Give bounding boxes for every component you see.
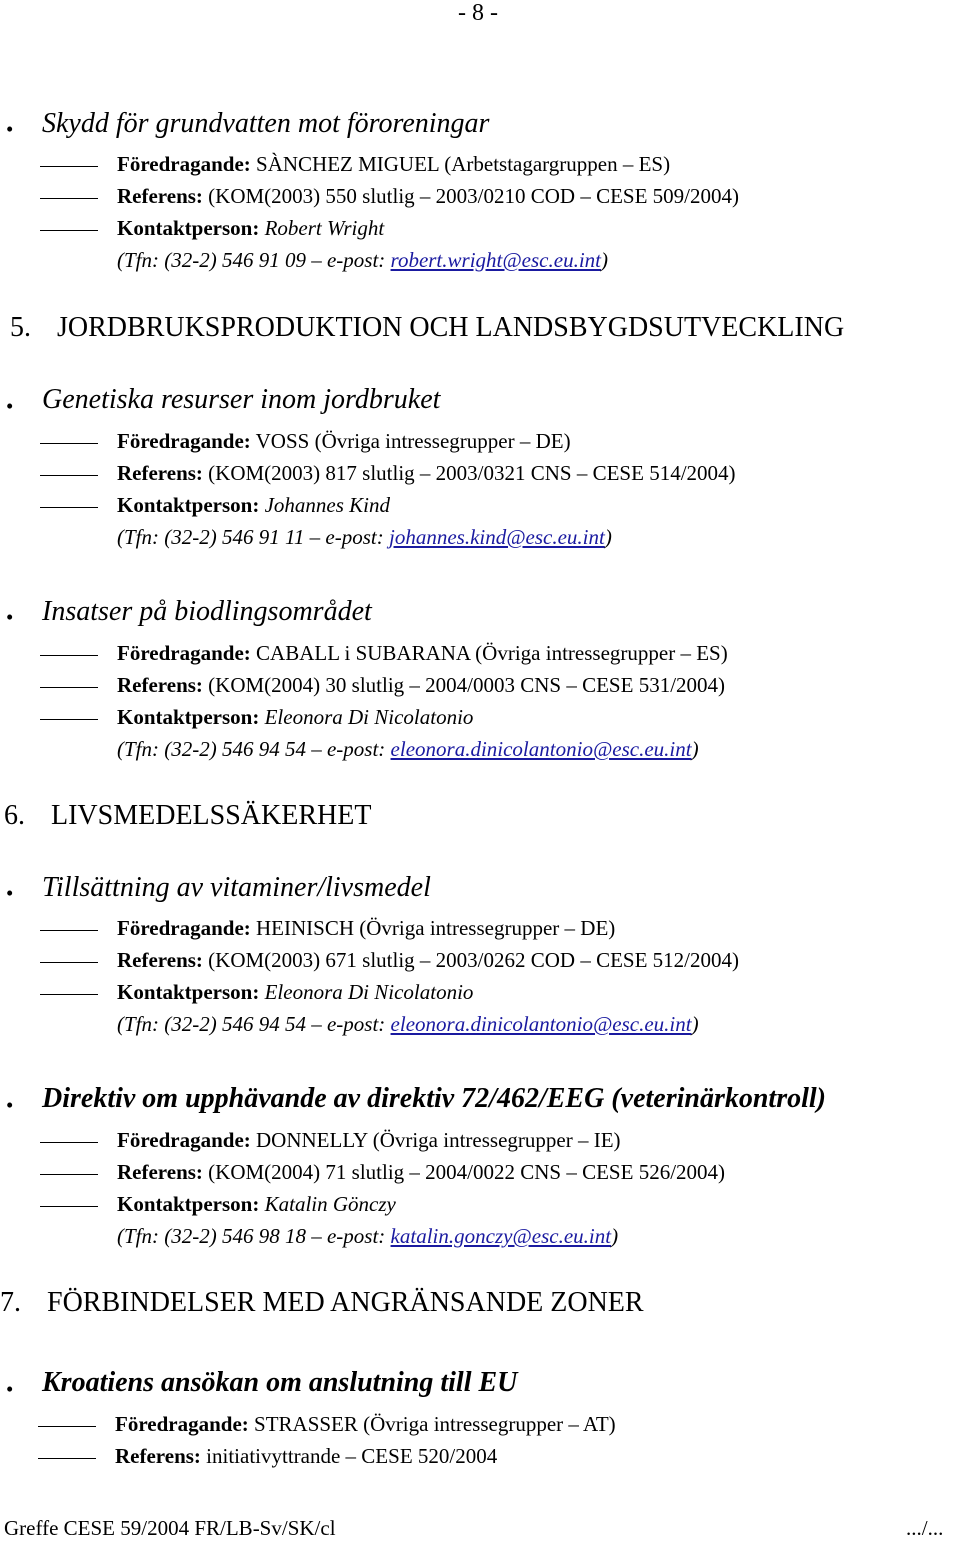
reference-value: (KOM(2003) 550 slutlig – 2003/0210 COD – CESE 509/2004) bbox=[208, 184, 740, 208]
dash-icon bbox=[40, 930, 98, 931]
phone-text: (Tfn: (32-2) 546 94 54 – e-post: bbox=[117, 737, 391, 761]
bullet-icon: • bbox=[6, 605, 14, 629]
reference-value: (KOM(2004) 71 slutlig – 2004/0022 CNS – CESE 526/2004) bbox=[208, 1160, 726, 1184]
bullet-icon: • bbox=[6, 1377, 14, 1401]
contact-name: Eleonora Di Nicolatonio bbox=[264, 980, 474, 1004]
dash-icon bbox=[40, 166, 98, 167]
close-paren: ) bbox=[604, 525, 612, 549]
contact-name: Robert Wright bbox=[264, 216, 385, 240]
reference-label: Referens: bbox=[117, 184, 203, 208]
section-heading bbox=[4, 800, 371, 832]
reference-label: Referens: bbox=[117, 673, 203, 697]
rapporteur-value: CABALL i SUBARANA (Övriga intressegrupper – ES) bbox=[256, 641, 728, 665]
email-link[interactable]: robert.wright@esc.eu.int bbox=[390, 248, 601, 272]
rapporteur-label: Föredragande: bbox=[117, 1128, 251, 1152]
phone-line bbox=[117, 1224, 618, 1249]
rapporteur-value: STRASSER (Övriga intressegrupper – AT) bbox=[254, 1412, 616, 1436]
footer-reference: Greffe CESE 59/2004 FR/LB-Sv/SK/cl bbox=[4, 1516, 336, 1540]
dash-icon bbox=[40, 443, 98, 444]
contact-name: Katalin Gönczy bbox=[264, 1192, 396, 1216]
dash-icon bbox=[40, 230, 98, 231]
close-paren: ) bbox=[611, 1224, 619, 1248]
rapporteur-value: HEINISCH (Övriga intressegrupper – DE) bbox=[256, 916, 616, 940]
section-number: 5. bbox=[10, 312, 31, 343]
phone-text: (Tfn: (32-2) 546 94 54 – e-post: bbox=[117, 1012, 391, 1036]
dash-icon bbox=[38, 1426, 96, 1427]
bullet-icon: • bbox=[6, 1093, 14, 1117]
dash-icon bbox=[40, 1174, 98, 1175]
phone-text: (Tfn: (32-2) 546 98 18 – e-post: bbox=[117, 1224, 391, 1248]
bullet-icon: • bbox=[6, 117, 14, 141]
reference-line bbox=[117, 948, 739, 973]
rapporteur-value: DONNELLY (Övriga intressegrupper – IE) bbox=[256, 1128, 621, 1152]
reference-line bbox=[117, 673, 725, 698]
contact-line bbox=[117, 980, 473, 1005]
page-number: - 8 - bbox=[458, 0, 498, 26]
section-title: JORDBRUKSPRODUKTION OCH LANDSBYGDSUTVECKLING bbox=[57, 312, 845, 343]
dash-icon bbox=[40, 719, 98, 720]
contact-label: Kontaktperson: bbox=[117, 980, 260, 1004]
rapporteur-label: Föredragande: bbox=[117, 152, 251, 176]
item-title: Kroatiens ansökan om anslutning till EU bbox=[42, 1367, 518, 1398]
section-heading bbox=[0, 1287, 644, 1319]
contact-name: Eleonora Di Nicolatonio bbox=[264, 705, 474, 729]
contact-label: Kontaktperson: bbox=[117, 705, 260, 729]
reference-value: initiativyttrande – CESE 520/2004 bbox=[206, 1444, 498, 1468]
reference-value: (KOM(2003) 817 slutlig – 2003/0321 CNS – CESE 514/2004) bbox=[208, 461, 736, 485]
dash-icon bbox=[40, 1206, 98, 1207]
contact-label: Kontaktperson: bbox=[117, 1192, 260, 1216]
close-paren: ) bbox=[691, 737, 699, 761]
section-title: LIVSMEDELSSÄKERHET bbox=[51, 800, 372, 831]
contact-line bbox=[117, 705, 473, 730]
reference-line bbox=[115, 1444, 497, 1469]
dash-icon bbox=[40, 994, 98, 995]
contact-label: Kontaktperson: bbox=[117, 216, 260, 240]
section-title: FÖRBINDELSER MED ANGRÄNSANDE ZONER bbox=[47, 1287, 644, 1318]
rapporteur-line bbox=[115, 1412, 616, 1437]
dash-icon bbox=[40, 475, 98, 476]
rapporteur-line bbox=[117, 152, 670, 177]
dash-icon bbox=[40, 687, 98, 688]
section-number: 6. bbox=[4, 800, 25, 831]
reference-line bbox=[117, 184, 739, 209]
contact-line bbox=[117, 216, 384, 241]
rapporteur-value: VOSS (Övriga intressegrupper – DE) bbox=[255, 429, 571, 453]
bullet-icon: • bbox=[6, 881, 14, 905]
dash-icon bbox=[40, 655, 98, 656]
reference-line bbox=[117, 1160, 725, 1185]
close-paren: ) bbox=[601, 248, 608, 272]
dash-icon bbox=[40, 1142, 98, 1143]
email-link[interactable]: eleonora.dinicolantonio@esc.eu.int bbox=[390, 1012, 692, 1036]
dash-icon bbox=[40, 507, 98, 508]
email-link[interactable]: katalin.gonczy@esc.eu.int bbox=[390, 1224, 612, 1248]
close-paren: ) bbox=[691, 1012, 699, 1036]
rapporteur-label: Föredragande: bbox=[117, 916, 251, 940]
dash-icon bbox=[40, 962, 98, 963]
reference-value: (KOM(2003) 671 slutlig – 2003/0262 COD – CESE 512/2004) bbox=[208, 948, 740, 972]
item-title: Tillsättning av vitaminer/livsmedel bbox=[42, 872, 431, 903]
reference-label: Referens: bbox=[117, 1160, 203, 1184]
phone-line bbox=[117, 1012, 699, 1037]
contact-name: Johannes Kind bbox=[264, 493, 391, 517]
reference-label: Referens: bbox=[117, 461, 203, 485]
reference-label: Referens: bbox=[117, 948, 203, 972]
phone-line bbox=[117, 248, 608, 273]
contact-line bbox=[117, 493, 390, 518]
contact-line bbox=[117, 1192, 396, 1217]
rapporteur-line bbox=[117, 916, 615, 941]
item-title: Genetiska resurser inom jordbruket bbox=[42, 384, 441, 415]
phone-text: (Tfn: (32-2) 546 91 11 – e-post: bbox=[117, 525, 389, 549]
phone-line bbox=[117, 525, 612, 550]
email-link[interactable]: johannes.kind@esc.eu.int bbox=[389, 525, 605, 549]
rapporteur-value: SÀNCHEZ MIGUEL (Arbetstagargruppen – ES) bbox=[256, 152, 671, 176]
rapporteur-label: Föredragande: bbox=[115, 1412, 249, 1436]
dash-icon bbox=[40, 198, 98, 199]
rapporteur-line bbox=[117, 429, 571, 454]
footer-continuation: .../... bbox=[906, 1516, 944, 1540]
item-title: Skydd för grundvatten mot föroreningar bbox=[42, 108, 490, 139]
rapporteur-line bbox=[117, 1128, 621, 1153]
reference-value: (KOM(2004) 30 slutlig – 2004/0003 CNS – CESE 531/2004) bbox=[208, 673, 726, 697]
phone-text: (Tfn: (32-2) 546 91 09 – e-post: bbox=[117, 248, 391, 272]
email-link[interactable]: eleonora.dinicolantonio@esc.eu.int bbox=[390, 737, 692, 761]
bullet-icon: • bbox=[6, 394, 14, 418]
reference-line bbox=[117, 461, 736, 486]
rapporteur-label: Föredragande: bbox=[117, 641, 251, 665]
section-heading bbox=[10, 312, 844, 344]
section-number: 7. bbox=[0, 1287, 21, 1318]
rapporteur-label: Föredragande: bbox=[117, 429, 251, 453]
item-title: Insatser på biodlingsområdet bbox=[42, 596, 372, 627]
reference-label: Referens: bbox=[115, 1444, 201, 1468]
contact-label: Kontaktperson: bbox=[117, 493, 260, 517]
dash-icon bbox=[38, 1458, 96, 1459]
item-title: Direktiv om upphävande av direktiv 72/462/EEG (veterinärkontroll) bbox=[42, 1083, 826, 1114]
phone-line bbox=[117, 737, 699, 762]
rapporteur-line bbox=[117, 641, 728, 666]
